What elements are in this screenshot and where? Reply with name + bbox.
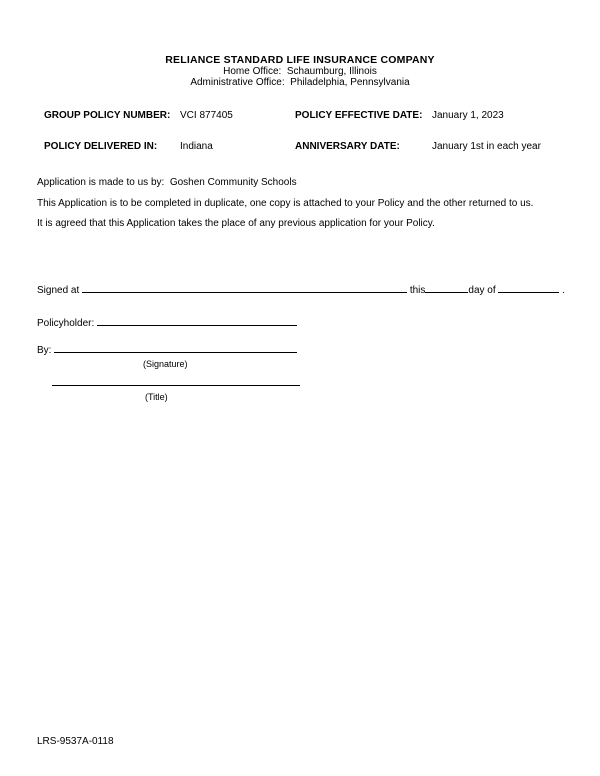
policyholder-line xyxy=(37,316,297,330)
policy-info-row-2 xyxy=(44,141,570,153)
signature-blank[interactable] xyxy=(54,343,297,353)
anniversary-date-value: January 1st in each year xyxy=(432,141,541,152)
signed-at-line xyxy=(37,283,565,297)
group-policy-number-value: VCI 877405 xyxy=(180,110,233,121)
by-line xyxy=(37,343,297,357)
document-header xyxy=(0,55,600,88)
policyholder-blank[interactable] xyxy=(97,316,297,326)
group-policy-number-label: GROUP POLICY NUMBER: xyxy=(44,110,171,121)
anniversary-date-label: ANNIVERSARY DATE: xyxy=(295,141,400,152)
signature-caption: (Signature) xyxy=(143,359,188,369)
company-name: RELIANCE STANDARD LIFE INSURANCE COMPANY xyxy=(165,54,435,66)
sentence-period: . xyxy=(562,285,565,296)
agreement-notice-line: It is agreed that this Application takes the place of any previous application for your Policy. xyxy=(37,218,435,229)
by-signature-block xyxy=(37,343,297,369)
duplicate-notice-line: This Application is to be completed in duplicate, one copy is attached to your Policy and the other returned to us. xyxy=(37,197,534,209)
title-caption: (Title) xyxy=(145,392,168,402)
day-of-label: day of xyxy=(468,285,496,296)
title-signature-block xyxy=(37,376,300,402)
month-blank[interactable] xyxy=(498,283,559,293)
admin-office-line: Administrative Office: Philadelphia, Pennsylvania xyxy=(190,77,410,88)
this-label: this xyxy=(409,285,426,296)
form-number: LRS-9537A-0118 xyxy=(37,736,114,747)
title-blank[interactable] xyxy=(52,376,300,386)
home-office-line: Home Office: Schaumburg, Illinois xyxy=(223,66,377,77)
policy-delivered-in-label: POLICY DELIVERED IN: xyxy=(44,141,158,152)
day-blank[interactable] xyxy=(425,283,468,293)
body-text-section xyxy=(37,177,563,239)
signed-at-blank[interactable] xyxy=(82,283,407,293)
application-made-by-line: Application is made to us by: Goshen Community Schools xyxy=(37,177,297,188)
by-label: By: xyxy=(37,345,52,356)
signed-at-label: Signed at xyxy=(37,285,80,296)
policyholder-label: Policyholder: xyxy=(37,318,95,329)
title-line xyxy=(37,376,300,390)
policy-effective-date-label: POLICY EFFECTIVE DATE: xyxy=(295,110,423,121)
policy-info-row-1 xyxy=(44,110,570,122)
policy-info-section xyxy=(44,110,570,172)
policy-delivered-in-value: Indiana xyxy=(180,141,213,152)
policy-effective-date-value: January 1, 2023 xyxy=(432,110,504,121)
